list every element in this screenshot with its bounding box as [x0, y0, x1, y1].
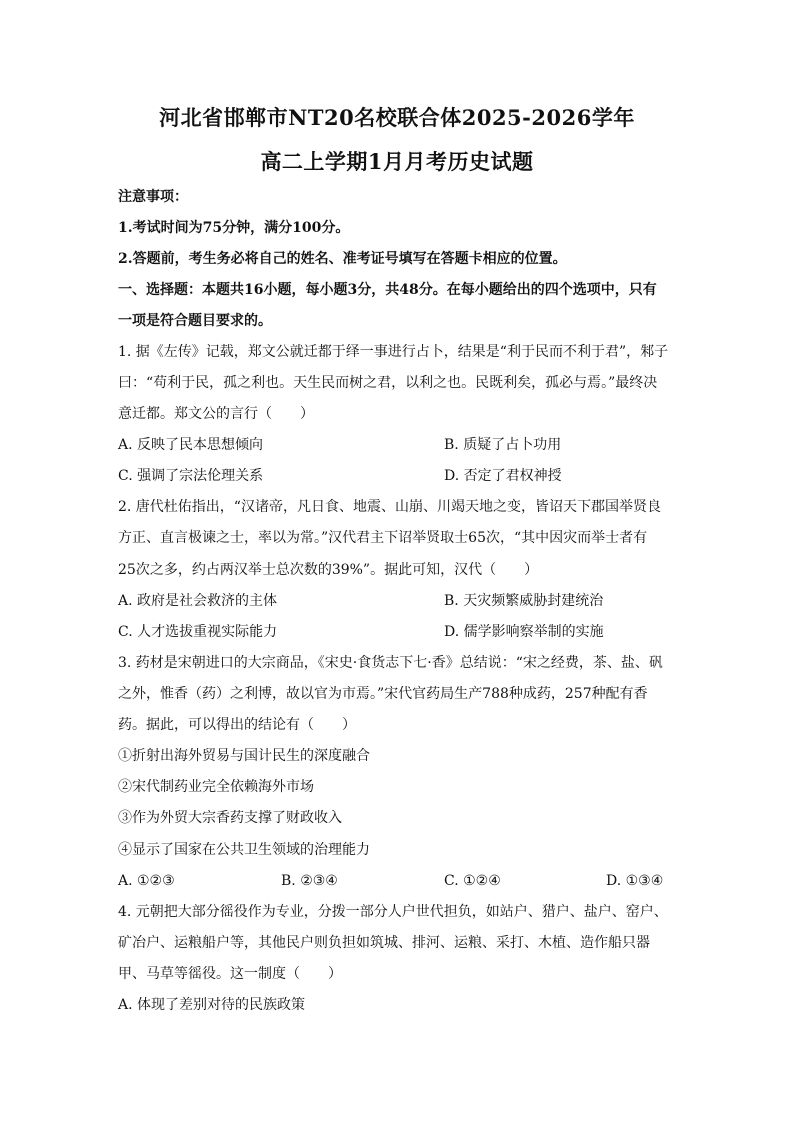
- notice-item-1: 1.考试时间为75分钟，满分100分。: [118, 220, 350, 236]
- notice-item-2: 2.答题前，考生务必将自己的姓名、准考证号填写在答题卡相应的位置。: [118, 251, 567, 267]
- question-1-text: 意迁都。郑文公的言行（ ）: [118, 406, 314, 422]
- question-2-option-c: C. 人才选拔重视实际能力: [118, 624, 278, 640]
- question-3-statement-4: ④显示了国家在公共卫生领域的治理能力: [118, 842, 370, 858]
- question-4-option-a: A. 体现了差别对待的民族政策: [118, 997, 306, 1013]
- question-3-option-d: D. ①③④: [606, 873, 664, 889]
- question-4-text: 矿冶户、运粮船户等，其他民户则负担如筑城、排河、运粮、采打、木植、造作船只器: [118, 935, 650, 951]
- question-4-text: 甲、马草等徭役。这一制度（ ）: [118, 966, 342, 982]
- question-4-text: 4. 元朝把大部分徭役作为专业，分拨一部分人户世代担负，如站户、猎户、盐户、窑户、: [118, 904, 668, 920]
- question-3-option-b: B. ②③④: [281, 873, 338, 889]
- question-3-statement-1: ①折射出海外贸易与国计民生的深度融合: [118, 748, 370, 764]
- exam-subtitle: 高二上学期1月月考历史试题: [260, 149, 534, 174]
- question-2-option-d: D. 儒学影响察举制的实施: [444, 624, 604, 640]
- question-1-option-b: B. 质疑了占卜功用: [444, 437, 562, 453]
- question-3-option-c: C. ①②④: [444, 873, 501, 889]
- notice-heading: 注意事项：: [118, 189, 188, 205]
- question-3-text: 3. 药材是宋朝进口的大宗商品，《宋史·食货志下七·香》总结说：“宋之经费，茶、盐、矾: [118, 655, 663, 671]
- question-2-text: 2. 唐代杜佑指出，“汉诸帝，凡日食、地震、山崩、川竭天地之变，皆诏天下郡国举贤良: [118, 499, 661, 515]
- question-3-statement-2: ②宋代制药业完全依赖海外市场: [118, 779, 314, 795]
- question-2-option-a: A. 政府是社会救济的主体: [118, 593, 278, 609]
- question-2-text: 方正、直言极谏之士，率以为常。”汉代君主下诏举贤取士65次，“其中因灾而举士者有: [118, 530, 648, 546]
- question-3-text: 药。据此，可以得出的结论有（ ）: [118, 717, 356, 733]
- question-3-statement-3: ③作为外贸大宗香药支撑了财政收入: [118, 810, 342, 826]
- section-instructions-cont: 一项是符合题目要求的。: [118, 313, 272, 329]
- question-3-option-a: A. ①②③: [118, 873, 175, 889]
- question-1-option-a: A. 反映了民本思想倾向: [118, 437, 264, 453]
- question-2-option-b: B. 天灾频繁威胁封建统治: [444, 593, 604, 609]
- question-1-text: 曰：“苟利于民，孤之利也。天生民而树之君，以利之也。民既利矣，孤必与焉。”最终决: [118, 375, 658, 391]
- question-3-text: 之外，惟香（药）之利博，故以官为市焉。”宋代官药局生产788种成药，257种配有香: [118, 686, 648, 702]
- question-1-text: 1. 据《左传》记载，郑文公就迁都于绎一事进行占卜，结果是“利于民而不利于君”，邾子: [118, 344, 669, 360]
- question-2-text: 25次之多，约占两汉举士总次数的39%”。据此可知，汉代（ ）: [118, 562, 539, 578]
- question-1-option-d: D. 否定了君权神授: [444, 468, 562, 484]
- exam-title: 河北省邯郸市NT20名校联合体2025-2026学年: [159, 105, 635, 130]
- question-1-option-c: C. 强调了宗法伦理关系: [118, 468, 264, 484]
- section-instructions: 一、选择题：本题共16小题，每小题3分，共48分。在每小题给出的四个选项中，只有: [118, 282, 657, 298]
